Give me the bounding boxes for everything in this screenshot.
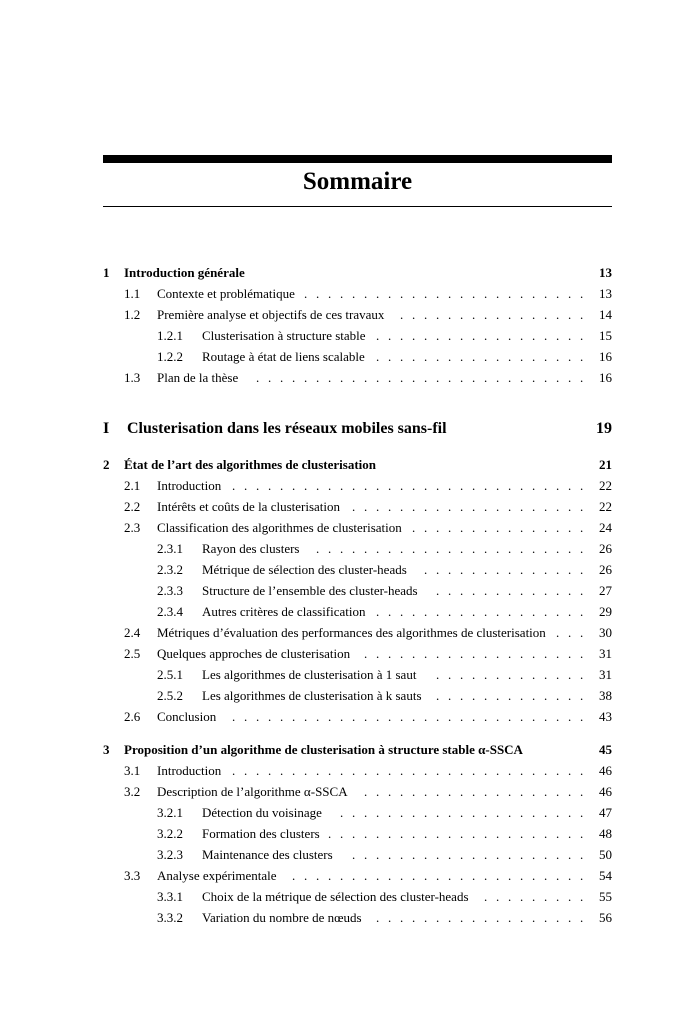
toc-entry[interactable] xyxy=(0,327,700,345)
toc-entry-title: Intérêts et coûts de la clusterisation xyxy=(157,499,341,514)
toc-entry-number: 3.3.1 xyxy=(157,889,183,904)
toc-entry-title: Structure de l’ensemble des cluster-heads xyxy=(202,583,418,598)
toc-entry-number: 2.3.1 xyxy=(157,541,183,556)
toc-leader-dots: .............................. xyxy=(232,478,592,493)
toc-entry-page: 21 xyxy=(599,457,612,472)
toc-entry-page: 50 xyxy=(599,847,612,862)
toc-entry-number: 3.3.2 xyxy=(157,910,183,925)
toc-entry[interactable] xyxy=(0,666,700,684)
toc-entry[interactable] xyxy=(0,306,700,324)
toc-entry-number: 3.1 xyxy=(124,763,141,778)
toc-entry[interactable] xyxy=(0,624,700,642)
toc-entry-title: Classification des algorithmes de clusterisation xyxy=(157,520,402,535)
toc-entry[interactable] xyxy=(0,888,700,906)
toc-leader-dots: .................. xyxy=(376,604,592,619)
toc-entry[interactable] xyxy=(0,285,700,303)
toc-entry[interactable] xyxy=(0,582,700,600)
toc-leader-dots: ................... xyxy=(364,784,592,799)
toc-entry-page: 29 xyxy=(599,604,612,619)
toc-entry[interactable] xyxy=(0,687,700,705)
toc-entry[interactable] xyxy=(0,561,700,579)
toc-entry-page: 56 xyxy=(599,910,612,925)
toc-leader-dots: .................. xyxy=(376,328,592,343)
toc-entry[interactable] xyxy=(0,741,700,759)
toc-entry-page: 46 xyxy=(599,784,612,799)
toc-leader-dots: .............. xyxy=(424,562,592,577)
toc-leader-dots: ............................ xyxy=(256,370,592,385)
toc-entry-page: 45 xyxy=(599,742,612,757)
toc-entry[interactable] xyxy=(0,540,700,558)
toc-entry[interactable] xyxy=(0,418,700,440)
toc-entry-title: Choix de la métrique de sélection des cluster-heads xyxy=(202,889,469,904)
toc-entry[interactable] xyxy=(0,477,700,495)
toc-entry-number: 2.3.4 xyxy=(157,604,183,619)
toc-entry-number: 2.3.3 xyxy=(157,583,183,598)
page-title: Sommaire xyxy=(302,168,413,195)
toc-entry[interactable] xyxy=(0,909,700,927)
toc-leader-dots: ........................ xyxy=(304,286,592,301)
toc-entry-number: 2.5.1 xyxy=(157,667,183,682)
toc-entry-title: Analyse expérimentale xyxy=(157,868,277,883)
toc-entry-number: 2.4 xyxy=(124,625,141,640)
toc-entry-title: Maintenance des clusters xyxy=(202,847,333,862)
toc-leader-dots: ................ xyxy=(400,307,592,322)
toc-leader-dots: ......................... xyxy=(292,868,592,883)
toc-entry-number: 1.2.2 xyxy=(157,349,183,364)
toc-leader-dots: .................... xyxy=(352,499,592,514)
toc-entry-page: 26 xyxy=(599,562,612,577)
toc-entry-title: Les algorithmes de clusterisation à 1 saut xyxy=(202,667,417,682)
toc-leader-dots: .................... xyxy=(352,847,592,862)
toc-entry-title: Routage à état de liens scalable xyxy=(202,349,365,364)
toc-entry-title: Métrique de sélection des cluster-heads xyxy=(202,562,407,577)
toc-entry[interactable] xyxy=(0,348,700,366)
toc-entry[interactable] xyxy=(0,264,700,282)
toc-leader-dots: ............. xyxy=(436,688,592,703)
toc-entry-number: 2.3.2 xyxy=(157,562,183,577)
toc-entry-title: Autres critères de classification xyxy=(202,604,366,619)
toc-entry-page: 16 xyxy=(599,370,612,385)
toc-entry-title: État de l’art des algorithmes de clusterisation xyxy=(124,457,377,472)
toc-entry-number: 1 xyxy=(103,265,110,280)
toc-entry-number: 2.1 xyxy=(124,478,141,493)
toc-entry-title: Proposition d’un algorithme de clusterisation à structure stable α-SSCA xyxy=(124,742,523,757)
toc-entry-page: 19 xyxy=(596,420,612,437)
toc-entry-number: 3.3 xyxy=(124,868,141,883)
toc-entry-page: 22 xyxy=(599,499,612,514)
toc-entry-page: 54 xyxy=(599,868,612,883)
toc-entry-number: 2.5.2 xyxy=(157,688,183,703)
toc-entry-number: 3.2.1 xyxy=(157,805,183,820)
toc-leader-dots: ............... xyxy=(412,520,592,535)
toc-entry-page: 48 xyxy=(599,826,612,841)
toc-entry-title: Clusterisation dans les réseaux mobiles sans-fil xyxy=(127,420,447,437)
toc-leader-dots: ................... xyxy=(364,646,592,661)
toc-entry-page: 27 xyxy=(599,583,612,598)
toc-entry-page: 43 xyxy=(599,709,612,724)
toc-leader-dots: ... xyxy=(556,625,592,640)
toc-entry[interactable] xyxy=(0,369,700,387)
toc-entry-title: Plan de la thèse xyxy=(157,370,239,385)
toc-entry[interactable] xyxy=(0,825,700,843)
toc-entry-title: Clusterisation à structure stable xyxy=(202,328,366,343)
toc-entry-page: 30 xyxy=(599,625,612,640)
toc-entry-number: 3.2.2 xyxy=(157,826,183,841)
toc-entry[interactable] xyxy=(0,846,700,864)
toc-leader-dots: ............. xyxy=(436,583,592,598)
toc-entry-page: 26 xyxy=(599,541,612,556)
toc-entry-number: 1.2 xyxy=(124,307,141,322)
toc-entry[interactable] xyxy=(0,519,700,537)
toc-entry-title: Première analyse et objectifs de ces travaux xyxy=(157,307,385,322)
toc-leader-dots: .............................. xyxy=(232,709,592,724)
toc-entry-number: 2 xyxy=(103,457,110,472)
toc-entry-page: 16 xyxy=(599,349,612,364)
toc-leader-dots: .................. xyxy=(376,910,592,925)
toc-entry-number: I xyxy=(103,420,110,437)
toc-entry-title: Introduction xyxy=(157,763,222,778)
toc-entry-number: 1.3 xyxy=(124,370,141,385)
toc-entry[interactable] xyxy=(0,804,700,822)
toc-entry-number: 2.6 xyxy=(124,709,141,724)
toc-entry-title: Quelques approches de clusterisation xyxy=(157,646,351,661)
toc-entry[interactable] xyxy=(0,762,700,780)
toc-entry[interactable] xyxy=(0,456,700,474)
toc-entry-number: 1.1 xyxy=(124,286,141,301)
toc-leader-dots: ......... xyxy=(484,889,592,904)
toc-entry-title: Détection du voisinage xyxy=(202,805,322,820)
toc-entry-number: 1.2.1 xyxy=(157,328,183,343)
toc-entry-title: Les algorithmes de clusterisation à k sauts xyxy=(202,688,422,703)
toc-entry-title: Contexte et problématique xyxy=(157,286,295,301)
toc-entry-title: Formation des clusters xyxy=(202,826,320,841)
toc-entry[interactable] xyxy=(0,708,700,726)
toc-entry-page: 46 xyxy=(599,763,612,778)
toc-entry-page: 22 xyxy=(599,478,612,493)
toc-entry[interactable] xyxy=(0,603,700,621)
toc-entry-page: 24 xyxy=(599,520,612,535)
toc-entry[interactable] xyxy=(0,645,700,663)
toc-leader-dots: .............................. xyxy=(232,763,592,778)
toc-entry[interactable] xyxy=(0,783,700,801)
toc-entry-title: Introduction xyxy=(157,478,222,493)
toc-entry-number: 3.2.3 xyxy=(157,847,183,862)
toc-entry-title: Description de l’algorithme α-SSCA xyxy=(157,784,348,799)
toc-entry[interactable] xyxy=(0,498,700,516)
toc-entry-page: 15 xyxy=(599,328,612,343)
toc-entry-page: 13 xyxy=(599,265,612,280)
toc-entry-number: 2.3 xyxy=(124,520,141,535)
toc-entry-title: Conclusion xyxy=(157,709,217,724)
toc-entry-title: Métriques d’évaluation des performances des algorithmes de clusterisation xyxy=(157,625,546,640)
toc-entry-page: 13 xyxy=(599,286,612,301)
toc-entry-number: 3.2 xyxy=(124,784,141,799)
toc-leader-dots: ...................... xyxy=(328,826,592,841)
toc-entry-page: 38 xyxy=(599,688,612,703)
toc-entry-page: 31 xyxy=(599,667,612,682)
toc-entry-page: 14 xyxy=(599,307,612,322)
toc-leader-dots: .................. xyxy=(376,349,592,364)
toc-entry-page: 55 xyxy=(599,889,612,904)
toc-entry-title: Rayon des clusters xyxy=(202,541,300,556)
toc-entry-page: 47 xyxy=(599,805,612,820)
toc-leader-dots: ............. xyxy=(436,667,592,682)
toc-entry-number: 3 xyxy=(103,742,110,757)
toc-leader-dots: ..................... xyxy=(340,805,592,820)
toc-entry-title: Variation du nombre de nœuds xyxy=(202,910,362,925)
toc-entry-title: Introduction générale xyxy=(124,265,245,280)
toc-entry[interactable] xyxy=(0,867,700,885)
toc-entry-number: 2.2 xyxy=(124,499,141,514)
toc-entry-page: 31 xyxy=(599,646,612,661)
toc-leader-dots: ....................... xyxy=(316,541,592,556)
toc-entry-number: 2.5 xyxy=(124,646,141,661)
